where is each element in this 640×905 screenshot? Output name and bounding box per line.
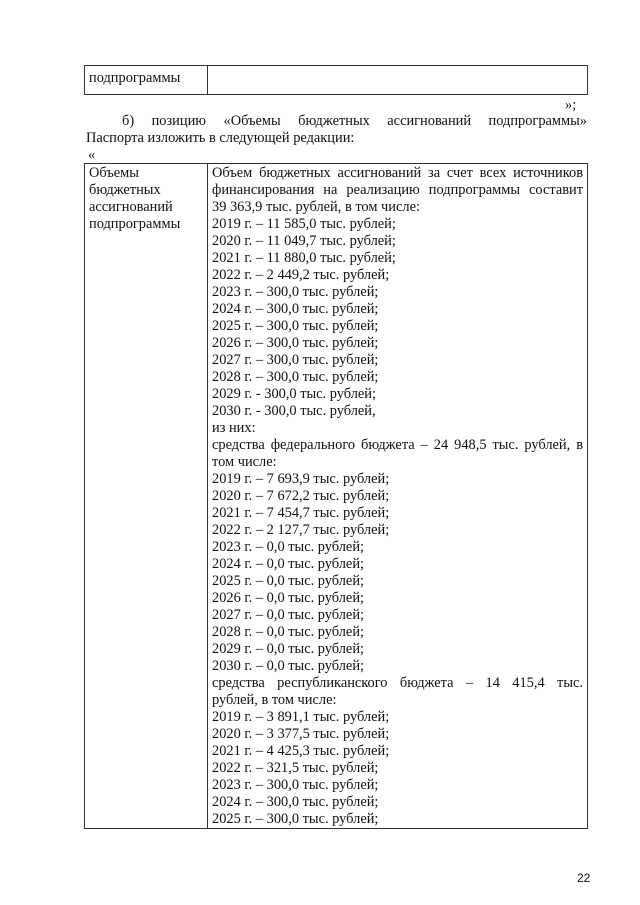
closing-quote: »;	[565, 97, 577, 113]
republic-line: рублей, в том числе:	[212, 692, 337, 708]
budget-content-cell	[208, 164, 588, 829]
budget-table	[84, 163, 588, 829]
republic-year-line: 2022 г. – 321,5 тыс. рублей;	[212, 760, 379, 776]
republic-line: средства республиканского бюджета – 14 415,4 тыс.	[212, 675, 583, 691]
total-year-line: 2030 г. - 300,0 тыс. рублей,	[212, 403, 376, 419]
total-year-line: 2024 г. – 300,0 тыс. рублей;	[212, 301, 379, 317]
intro-line: Объем бюджетных ассигнований за счет всех источников	[212, 165, 583, 181]
federal-line: средства федерального бюджета – 24 948,5 тыс. рублей, в	[212, 437, 583, 453]
federal-year-line: 2019 г. – 7 693,9 тыс. рублей;	[212, 471, 390, 487]
of-them-line: из них:	[212, 420, 256, 436]
total-year-line: 2023 г. – 300,0 тыс. рублей;	[212, 284, 379, 300]
total-year-line: 2029 г. - 300,0 тыс. рублей;	[212, 386, 377, 402]
label-line: подпрограммы	[89, 216, 181, 232]
federal-year-line: 2020 г. – 7 672,2 тыс. рублей;	[212, 488, 390, 504]
total-year-line: 2020 г. – 11 049,7 тыс. рублей;	[212, 233, 396, 249]
federal-year-line: 2025 г. – 0,0 тыс. рублей;	[212, 573, 365, 589]
table-cell-label: подпрограммы	[85, 66, 208, 95]
total-year-line: 2025 г. – 300,0 тыс. рублей;	[212, 318, 379, 334]
page-number: 22	[577, 871, 591, 885]
total-year-line: 2022 г. – 2 449,2 тыс. рублей;	[212, 267, 390, 283]
republic-year-line: 2020 г. – 3 377,5 тыс. рублей;	[212, 726, 390, 742]
total-year-line: 2021 г. – 11 880,0 тыс. рублей;	[212, 250, 396, 266]
federal-year-line: 2027 г. – 0,0 тыс. рублей;	[212, 607, 365, 623]
federal-line: том числе:	[212, 454, 277, 470]
label-line: Объемы	[89, 165, 139, 181]
republic-year-line: 2019 г. – 3 891,1 тыс. рублей;	[212, 709, 390, 725]
intro-line: 39 363,9 тыс. рублей, в том числе:	[212, 199, 420, 215]
total-year-line: 2028 г. – 300,0 тыс. рублей;	[212, 369, 379, 385]
previous-table-fragment	[84, 65, 588, 95]
federal-year-line: 2021 г. – 7 454,7 тыс. рублей;	[212, 505, 390, 521]
republic-year-line: 2023 г. – 300,0 тыс. рублей;	[212, 777, 379, 793]
republic-year-line: 2021 г. – 4 425,3 тыс. рублей;	[212, 743, 390, 759]
federal-year-line: 2026 г. – 0,0 тыс. рублей;	[212, 590, 365, 606]
federal-year-line: 2023 г. – 0,0 тыс. рублей;	[212, 539, 365, 555]
total-year-line: 2026 г. – 300,0 тыс. рублей;	[212, 335, 379, 351]
federal-year-line: 2029 г. – 0,0 тыс. рублей;	[212, 641, 365, 657]
paragraph-line: Паспорта изложить в следующей редакции:	[86, 130, 355, 146]
budget-label-cell	[85, 164, 208, 829]
federal-year-line: 2028 г. – 0,0 тыс. рублей;	[212, 624, 365, 640]
label-line: бюджетных	[89, 182, 161, 198]
intro-line: финансирования на реализацию подпрограммы составит	[212, 182, 583, 198]
total-year-line: 2019 г. – 11 585,0 тыс. рублей;	[212, 216, 396, 232]
table-cell-value	[208, 66, 588, 95]
total-year-line: 2027 г. – 300,0 тыс. рублей;	[212, 352, 379, 368]
amendment-paragraph	[86, 113, 587, 147]
paragraph-line: б) позицию «Объемы бюджетных ассигнований подпрограммы»	[122, 113, 587, 129]
republic-year-line: 2025 г. – 300,0 тыс. рублей;	[212, 811, 379, 827]
label-line: ассигнований	[89, 199, 173, 215]
republic-year-line: 2024 г. – 300,0 тыс. рублей;	[212, 794, 379, 810]
federal-year-line: 2022 г. – 2 127,7 тыс. рублей;	[212, 522, 390, 538]
table-row	[85, 164, 588, 829]
table-row	[85, 66, 588, 95]
federal-year-line: 2024 г. – 0,0 тыс. рублей;	[212, 556, 365, 572]
federal-year-line: 2030 г. – 0,0 тыс. рублей;	[212, 658, 365, 674]
opening-quote: «	[88, 147, 96, 163]
